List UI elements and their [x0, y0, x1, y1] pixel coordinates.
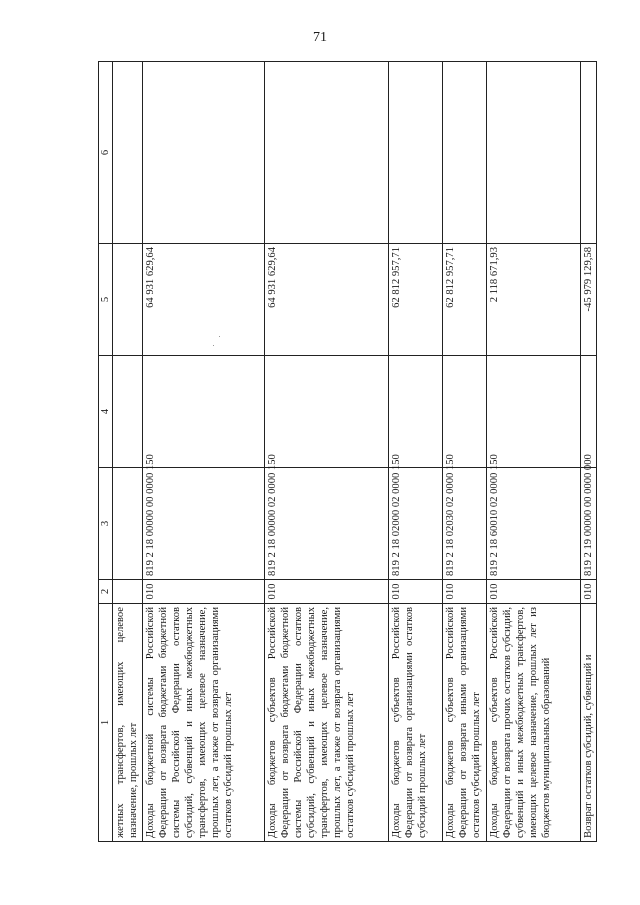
page-number: 71	[313, 30, 327, 45]
row-kbk: 819 2 18 60010 02 0000 150	[487, 468, 581, 580]
row-amount: 64 931 629,64	[265, 244, 389, 356]
table-header-row	[99, 62, 113, 842]
rotated-table	[98, 62, 593, 842]
row-code: 010	[581, 580, 597, 604]
row-kbk: 819 2 18 00000 02 0000 150	[265, 468, 389, 580]
row-amount	[113, 244, 143, 356]
row-kbk: 819 2 18 02030 02 0000 150	[443, 468, 487, 580]
row-name: Доходы бюджетной системы Российской Федерации от возврата бюджетами бюджетной системы Российской Федерации остатков субсидий, субвенций и иных межбюджетных трансфертов, имеющих целевое назначение, прошлых лет, а также от возврата организациями остатков субсидий прошлых лет	[143, 604, 265, 842]
row-code: 010	[487, 580, 581, 604]
table-row	[265, 62, 389, 842]
row-kbk: 819 2 18 02000 02 0000 150	[389, 468, 443, 580]
row-amount: 62 812 957,71	[389, 244, 443, 356]
table-row	[581, 62, 597, 842]
row-col4	[143, 356, 265, 468]
row-code	[113, 580, 143, 604]
row-col4	[389, 356, 443, 468]
row-col6	[113, 62, 143, 244]
row-code: 010	[389, 580, 443, 604]
row-kbk	[113, 468, 143, 580]
row-name: Доходы бюджетов субъектов Российской Федерации от возврата иными организациями остатков субсидий прошлых лет	[443, 604, 487, 842]
column-header: 2	[99, 580, 113, 604]
row-code: 010	[143, 580, 265, 604]
row-col6	[143, 62, 265, 244]
row-amount: 62 812 957,71	[443, 244, 487, 356]
row-col4	[581, 356, 597, 468]
column-header: 3	[99, 468, 113, 580]
column-header: 1	[99, 604, 113, 842]
table-row	[487, 62, 581, 842]
row-amount: 2 118 671,93	[487, 244, 581, 356]
row-col6	[581, 62, 597, 244]
row-name: Доходы бюджетов субъектов Российской Федерации от возврата бюджетами бюджетной системы Российской Федерации остатков субсидий, субвенций и иных межбюджетных трансфертов, имеющих целевое назначение, прошлых лет, а также от возврата организациями остатков субсидий прошлых лет	[265, 604, 389, 842]
table-row	[143, 62, 265, 842]
row-col4	[265, 356, 389, 468]
row-col6	[389, 62, 443, 244]
row-col6	[443, 62, 487, 244]
table-row	[443, 62, 487, 842]
report-table	[98, 61, 597, 842]
column-header: 4	[99, 356, 113, 468]
row-name: Доходы бюджетов субъектов Российской Федерации от возврата прочих остатков субсидий, субвенций и иных межбюджетных трансфертов, имеющих целевое назначение, прошлых лет из бюджетов муниципальных образований	[487, 604, 581, 842]
row-name: Доходы бюджетов субъектов Российской Федерации от возврата организациями остатков субсидий прошлых лет	[389, 604, 443, 842]
row-col4	[487, 356, 581, 468]
table-row	[389, 62, 443, 842]
row-col6	[487, 62, 581, 244]
row-kbk: 819 2 19 00000 00 0000 000	[581, 468, 597, 580]
row-code: 010	[443, 580, 487, 604]
row-col4	[113, 356, 143, 468]
column-header: 6	[99, 62, 113, 244]
row-amount: -45 979 129,58	[581, 244, 597, 356]
row-amount: 64 931 629,64	[143, 244, 265, 356]
row-kbk: 819 2 18 00000 00 0000 150	[143, 468, 265, 580]
column-header: 5	[99, 244, 113, 356]
row-name: Возврат остатков субсидий, субвенций и	[581, 604, 597, 842]
row-col6	[265, 62, 389, 244]
table-row	[113, 62, 143, 842]
row-col4	[443, 356, 487, 468]
row-name: жетных трансфертов, имеющих целевое назначение, прошлых лет	[113, 604, 143, 842]
row-code: 010	[265, 580, 389, 604]
rotated-table-region	[98, 62, 593, 842]
